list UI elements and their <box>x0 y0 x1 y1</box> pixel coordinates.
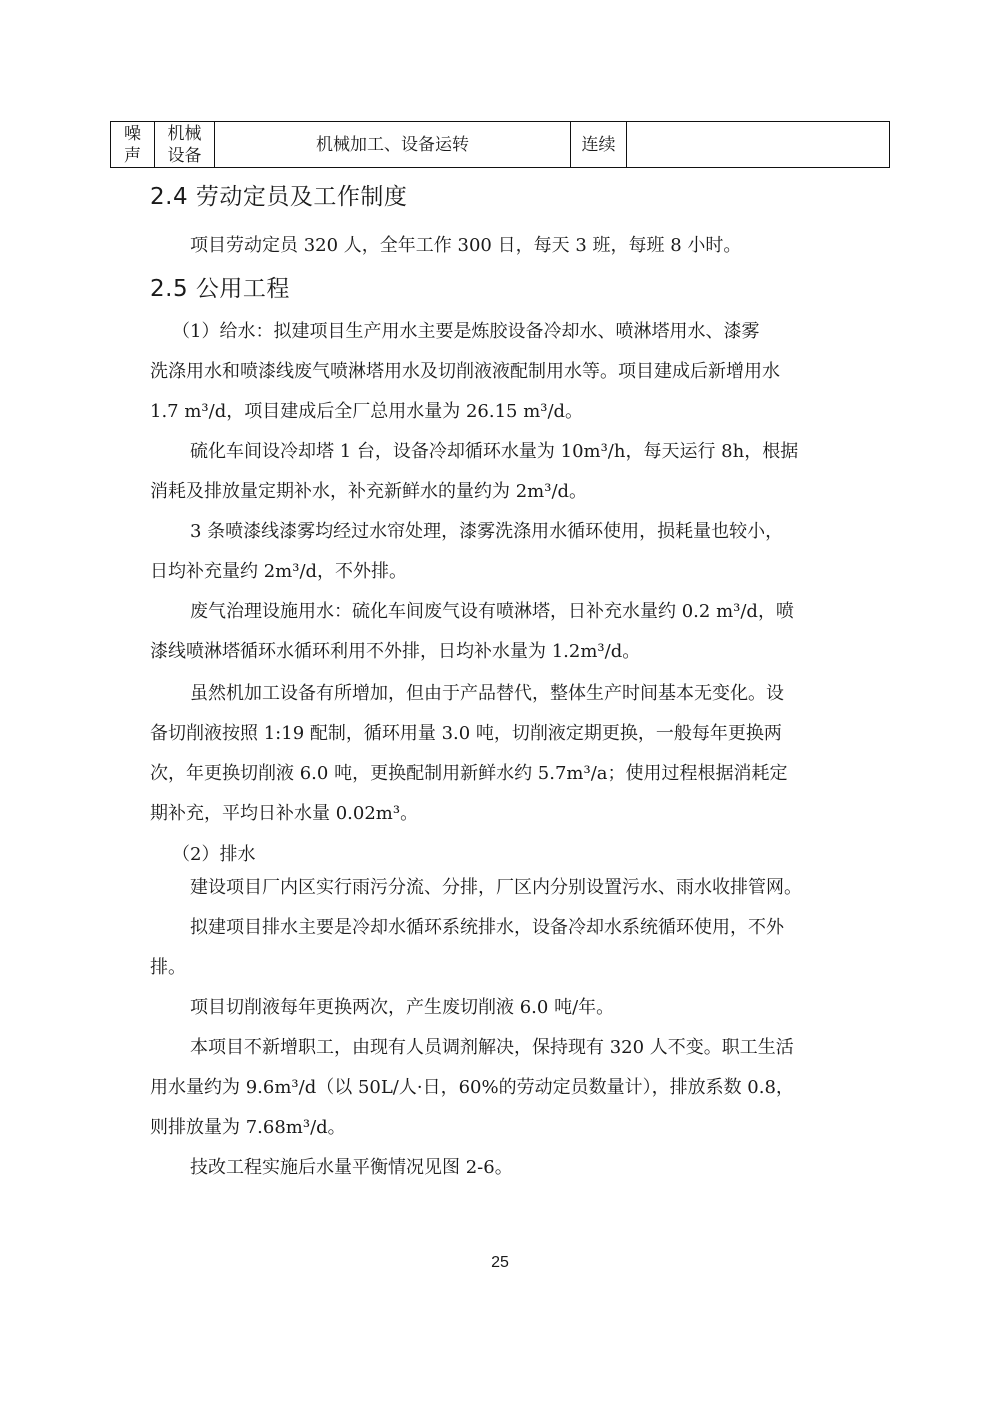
exhaust-treatment-paragraph: 废气治理设施用水：硫化车间废气设有喷淋塔，日补充水量约 0.2 m³/d，喷 漆线喷淋塔循环水循环利用不外排，日均补水量为 1.2m³/d。 <box>150 601 794 662</box>
machining-coolant-paragraph: 虽然机加工设备有所增加，但由于产品替代，整体生产时间基本无变化。设 备切削液按照 1:19 配制，循环用量 3.0 吨，切削液定期更换，一般每年更换两 次，年更换切削液 6.0 吨，更换配制用新鲜水约 5.7m³/a；使用过程根据消耗定 期补充，平均日补水量 0.02m³。 <box>150 683 788 824</box>
noise-source-table <box>110 121 890 168</box>
water-balance-paragraph: 技改工程实施后水量平衡情况见图 2-6。 <box>190 1157 513 1178</box>
pollution-source-cell: 机械 设备 <box>155 122 215 168</box>
drainage-paragraph-3: 项目切削液每年更换两次，产生废切削液 6.0 吨/年。 <box>190 997 615 1018</box>
drainage-paragraph-1: 建设项目厂内区实行雨污分流、分排，厂区内分别设置污水、雨水收排管网。 <box>190 877 802 898</box>
paint-line-paragraph: 3 条喷漆线漆雾均经过水帘处理，漆雾洗涤用水循环使用，损耗量也较小， 日均补充量约 2m³/d，不外排。 <box>150 521 784 582</box>
staff-water-paragraph: 本项目不新增职工，由现有人员调剂解决，保持现有 320 人不变。职工生活 用水量约为 9.6m³/d（以 50L/人·日，60%的劳动定员数量计），排放系数 0.8， 则排放量为 7.68m³/d。 <box>150 1037 794 1138</box>
table-row <box>111 122 890 168</box>
drainage-subheading: （2）排水 <box>172 844 256 865</box>
process-cell: 机械加工、设备运转 <box>215 122 571 168</box>
vulcanization-cooling-paragraph: 硫化车间设冷却塔 1 台，设备冷却循环水量为 10m³/h，每天运行 8h，根据 消耗及排放量定期补水，补充新鲜水的量约为 2m³/d。 <box>150 441 799 502</box>
drainage-paragraph-2: 拟建项目排水主要是冷却水循环系统排水，设备冷却水系统循环使用，不外 排。 <box>150 917 784 978</box>
emission-pattern-cell: 连续 <box>571 122 627 168</box>
remark-cell <box>627 122 890 168</box>
section-heading-2-4: 2.4 劳动定员及工作制度 <box>150 184 408 210</box>
pollutant-category-cell: 噪 声 <box>111 122 155 168</box>
page-number: 25 <box>491 1254 509 1271</box>
section-heading-2-5: 2.5 公用工程 <box>150 276 290 302</box>
staffing-paragraph: 项目劳动定员 320 人，全年工作 300 日，每天 3 班，每班 8 小时。 <box>190 235 742 256</box>
water-supply-paragraph: （1）给水：拟建项目生产用水主要是炼胶设备冷却水、喷淋塔用水、漆雾 洗涤用水和喷漆线废气喷淋塔用水及切削液液配制用水等。项目建成后新增用水 1.7 m³/d，项目建成后全厂总用水量为 26.15 m³/d。 <box>150 321 780 422</box>
